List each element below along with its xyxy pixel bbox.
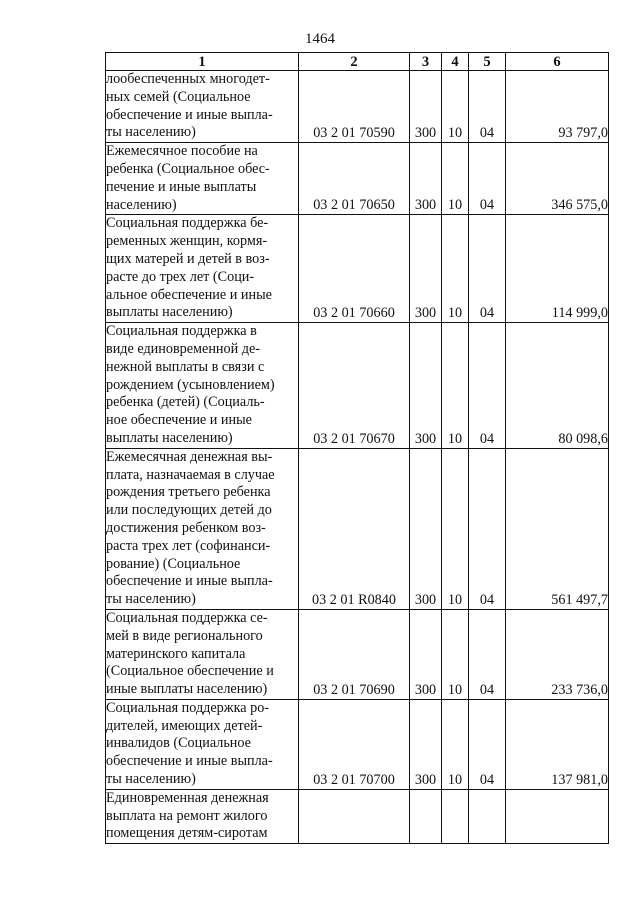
subsection bbox=[469, 789, 506, 843]
row-description bbox=[106, 71, 299, 143]
row-description bbox=[106, 143, 299, 215]
amount: 80 098,6 bbox=[506, 323, 609, 449]
expense-type: 300 bbox=[410, 699, 442, 789]
description-line: выплаты населению) bbox=[106, 429, 233, 446]
amount: 137 981,0 bbox=[506, 699, 609, 789]
description-line: печение и иные выплаты bbox=[106, 178, 257, 195]
description-line: альное обеспечение и иные bbox=[106, 286, 272, 303]
target-code: 03 2 01 70690 bbox=[299, 609, 410, 699]
row-description bbox=[106, 448, 299, 609]
description-line: Социальная поддержка се- bbox=[106, 609, 268, 626]
description-line: виде единовременной де- bbox=[106, 340, 260, 357]
section: 10 bbox=[442, 699, 469, 789]
target-code: 03 2 01 70700 bbox=[299, 699, 410, 789]
target-code: 03 2 01 70590 bbox=[299, 71, 410, 143]
section: 10 bbox=[442, 448, 469, 609]
description-line: рование) (Социальное bbox=[106, 555, 241, 572]
target-code: 03 2 01 70650 bbox=[299, 143, 410, 215]
section: 10 bbox=[442, 71, 469, 143]
column-header-4: 4 bbox=[442, 53, 469, 71]
description-line: рождения третьего ребенка bbox=[106, 484, 271, 501]
description-line: (Социальное обеспечение и bbox=[106, 663, 274, 680]
expense-type: 300 bbox=[410, 448, 442, 609]
description-line: обеспечение и иные выпла- bbox=[106, 753, 273, 770]
table-row bbox=[106, 448, 609, 609]
expense-type: 300 bbox=[410, 609, 442, 699]
table-row bbox=[106, 215, 609, 323]
column-header-6: 6 bbox=[506, 53, 609, 71]
description-line: или последующих детей до bbox=[106, 502, 272, 519]
description-line: Ежемесячное пособие на bbox=[106, 143, 258, 160]
column-header-5: 5 bbox=[469, 53, 506, 71]
table-row bbox=[106, 323, 609, 449]
target-code: 03 2 01 70660 bbox=[299, 215, 410, 323]
description-line: Социальная поддержка в bbox=[106, 323, 257, 340]
amount bbox=[506, 789, 609, 843]
description-line: рождением (усыновлением) bbox=[106, 376, 275, 393]
description-line: обеспечение и иные выпла- bbox=[106, 573, 273, 590]
expense-type: 300 bbox=[410, 215, 442, 323]
description-line: мей в виде регионального bbox=[106, 627, 263, 644]
description-line: материнского капитала bbox=[106, 645, 246, 662]
description-line: выплаты населению) bbox=[106, 304, 233, 321]
amount: 346 575,0 bbox=[506, 143, 609, 215]
target-code bbox=[299, 789, 410, 843]
description-line: помещения детям-сиротам bbox=[106, 825, 268, 842]
amount: 93 797,0 bbox=[506, 71, 609, 143]
table-row bbox=[106, 699, 609, 789]
description-line: плата, назначаемая в случае bbox=[106, 466, 275, 483]
description-line: ты населению) bbox=[106, 771, 196, 788]
section: 10 bbox=[442, 609, 469, 699]
subsection: 04 bbox=[469, 71, 506, 143]
expense-type: 300 bbox=[410, 143, 442, 215]
subsection: 04 bbox=[469, 143, 506, 215]
description-line: ное обеспечение и иные bbox=[106, 412, 252, 429]
description-line: расте до трех лет (Соци- bbox=[106, 268, 255, 285]
table-row bbox=[106, 71, 609, 143]
column-header-3: 3 bbox=[410, 53, 442, 71]
description-line: нежной выплаты в связи с bbox=[106, 358, 265, 375]
description-line: ных семей (Социальное bbox=[106, 88, 251, 105]
row-description bbox=[106, 609, 299, 699]
row-description bbox=[106, 323, 299, 449]
target-code: 03 2 01 R0840 bbox=[299, 448, 410, 609]
description-line: Ежемесячная денежная вы- bbox=[106, 448, 273, 465]
expense-type: 300 bbox=[410, 323, 442, 449]
amount: 114 999,0 bbox=[506, 215, 609, 323]
subsection: 04 bbox=[469, 215, 506, 323]
table-row bbox=[106, 143, 609, 215]
subsection: 04 bbox=[469, 699, 506, 789]
subsection: 04 bbox=[469, 448, 506, 609]
expense-type: 300 bbox=[410, 71, 442, 143]
amount: 561 497,7 bbox=[506, 448, 609, 609]
description-line: достижения ребенком воз- bbox=[106, 519, 266, 536]
row-description bbox=[106, 789, 299, 843]
description-line: инвалидов (Социальное bbox=[106, 735, 251, 752]
budget-table bbox=[105, 52, 609, 844]
section: 10 bbox=[442, 323, 469, 449]
subsection: 04 bbox=[469, 609, 506, 699]
description-line: Социальная поддержка ро- bbox=[106, 699, 270, 716]
table-body bbox=[106, 71, 609, 844]
description-line: раста трех лет (софинанси- bbox=[106, 537, 271, 554]
expense-type bbox=[410, 789, 442, 843]
description-line: ременных женщин, кормя- bbox=[106, 233, 268, 250]
description-line: ты населению) bbox=[106, 124, 196, 141]
description-line: обеспечение и иные выпла- bbox=[106, 106, 273, 123]
subsection: 04 bbox=[469, 323, 506, 449]
description-line: ребенка (Социальное обес- bbox=[106, 160, 270, 177]
table-row bbox=[106, 609, 609, 699]
description-line: ребенка (детей) (Социаль- bbox=[106, 394, 265, 411]
column-header-1: 1 bbox=[106, 53, 299, 71]
row-description bbox=[106, 699, 299, 789]
description-line: населению) bbox=[106, 196, 177, 213]
description-line: дителей, имеющих детей- bbox=[106, 717, 263, 734]
description-line: ты населению) bbox=[106, 591, 196, 608]
amount: 233 736,0 bbox=[506, 609, 609, 699]
section bbox=[442, 789, 469, 843]
description-line: Социальная поддержка бе- bbox=[106, 215, 269, 232]
description-line: иные выплаты населению) bbox=[106, 681, 268, 698]
target-code: 03 2 01 70670 bbox=[299, 323, 410, 449]
description-line: лообеспеченных многодет- bbox=[106, 71, 270, 87]
column-header-2: 2 bbox=[299, 53, 410, 71]
description-line: выплата на ремонт жилого bbox=[106, 807, 268, 824]
header-row bbox=[106, 53, 609, 71]
page-number: 1464 bbox=[305, 31, 335, 47]
section: 10 bbox=[442, 143, 469, 215]
table-row bbox=[106, 789, 609, 843]
description-line: щих матерей и детей в воз- bbox=[106, 250, 270, 267]
row-description bbox=[106, 215, 299, 323]
section: 10 bbox=[442, 215, 469, 323]
description-line: Единовременная денежная bbox=[106, 789, 269, 806]
